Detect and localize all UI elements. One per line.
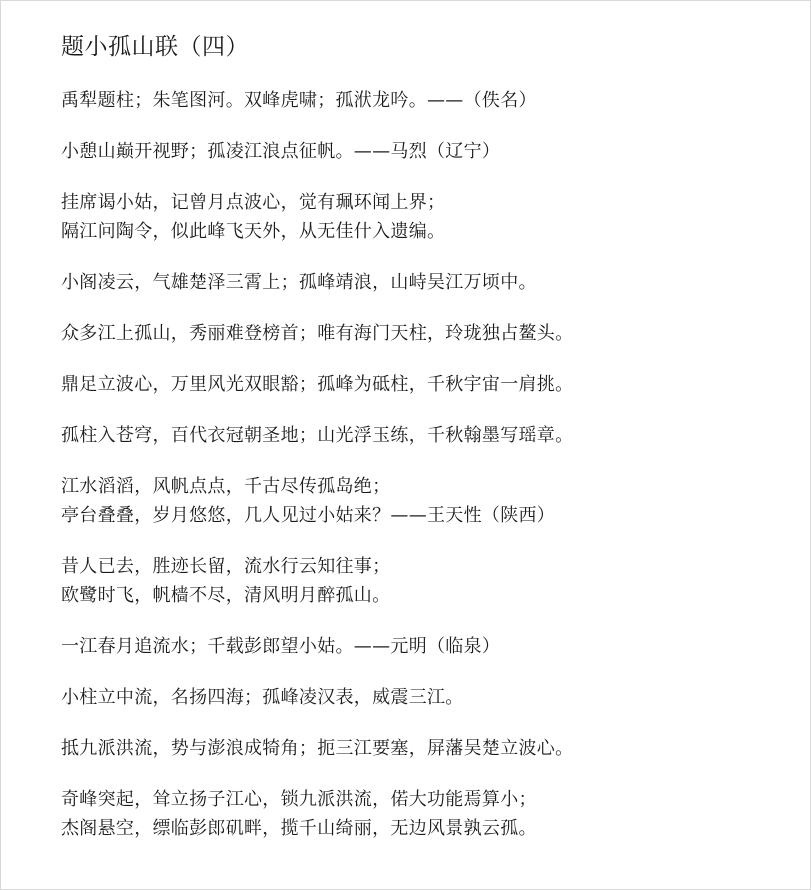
couplet-line-lower: 杰阁悬空，缥临彭郎矶畔，揽千山绮丽，无边风景孰云孤。 <box>61 818 537 839</box>
couplet-line: 众多江上孤山，秀丽难登榜首；唯有海门天柱，玲珑独占鳌头。 <box>61 323 574 344</box>
couplet-6 <box>61 370 791 399</box>
document-body <box>61 29 791 865</box>
couplet-8 <box>61 472 791 530</box>
couplet-line: 抵九派洪流，势与澎浪成犄角；扼三江要塞，屏藩吴楚立波心。 <box>61 738 574 759</box>
couplet-5 <box>61 319 791 348</box>
page-title: 题小孤山联（四） <box>61 34 249 60</box>
couplet-7 <box>61 421 791 450</box>
couplet-10 <box>61 632 791 661</box>
couplet-line-lower: 隔江问陶令，似此峰飞天外，从无佳什入遗编。 <box>61 221 446 242</box>
couplet-line-upper: 昔人已去，胜迹长留，流水行云知往事； <box>61 556 391 577</box>
couplet-line: 禹犁题柱；朱笔图河。双峰虎啸；孤洑龙吟。——（佚名） <box>61 90 537 111</box>
couplet-line: 小阁凌云，气雄楚泽三霄上；孤峰靖浪，山峙吴江万顷中。 <box>61 272 537 293</box>
couplet-line: 孤柱入苍穹，百代衣冠朝圣地；山光浮玉练，千秋翰墨写瑶章。 <box>61 425 574 446</box>
couplet-13 <box>61 785 791 843</box>
couplet-11 <box>61 683 791 712</box>
couplet-12 <box>61 734 791 763</box>
couplet-9 <box>61 552 791 610</box>
couplet-line: 小憩山巅开视野；孤凌江浪点征帆。——马烈（辽宁） <box>61 141 501 162</box>
couplet-line: 一江春月追流水；千载彭郎望小姑。——元明（临泉） <box>61 636 501 657</box>
couplet-line: 小柱立中流，名扬四海；孤峰凌汉表，威震三江。 <box>61 687 464 708</box>
couplet-line-upper: 江水滔滔，风帆点点，千古尽传孤岛绝； <box>61 476 391 497</box>
couplet-line: 鼎足立波心，万里风光双眼豁；孤峰为砥柱，千秋宇宙一肩挑。 <box>61 374 574 395</box>
couplet-line-upper: 奇峰突起，耸立扬子江心，锁九派洪流，偌大功能焉算小； <box>61 789 537 810</box>
couplet-line-upper: 挂席谒小姑，记曾月点波心，觉有珮环闻上界； <box>61 192 446 213</box>
couplet-3 <box>61 188 791 246</box>
couplet-line-lower: 亭台叠叠，岁月悠悠，几人见过小姑来？——王天性（陕西） <box>61 505 556 526</box>
couplet-4 <box>61 268 791 297</box>
couplet-line-lower: 欧鹭时飞，帆樯不尽，清风明月醉孤山。 <box>61 585 391 606</box>
couplet-2 <box>61 137 791 166</box>
couplet-1 <box>61 86 791 115</box>
